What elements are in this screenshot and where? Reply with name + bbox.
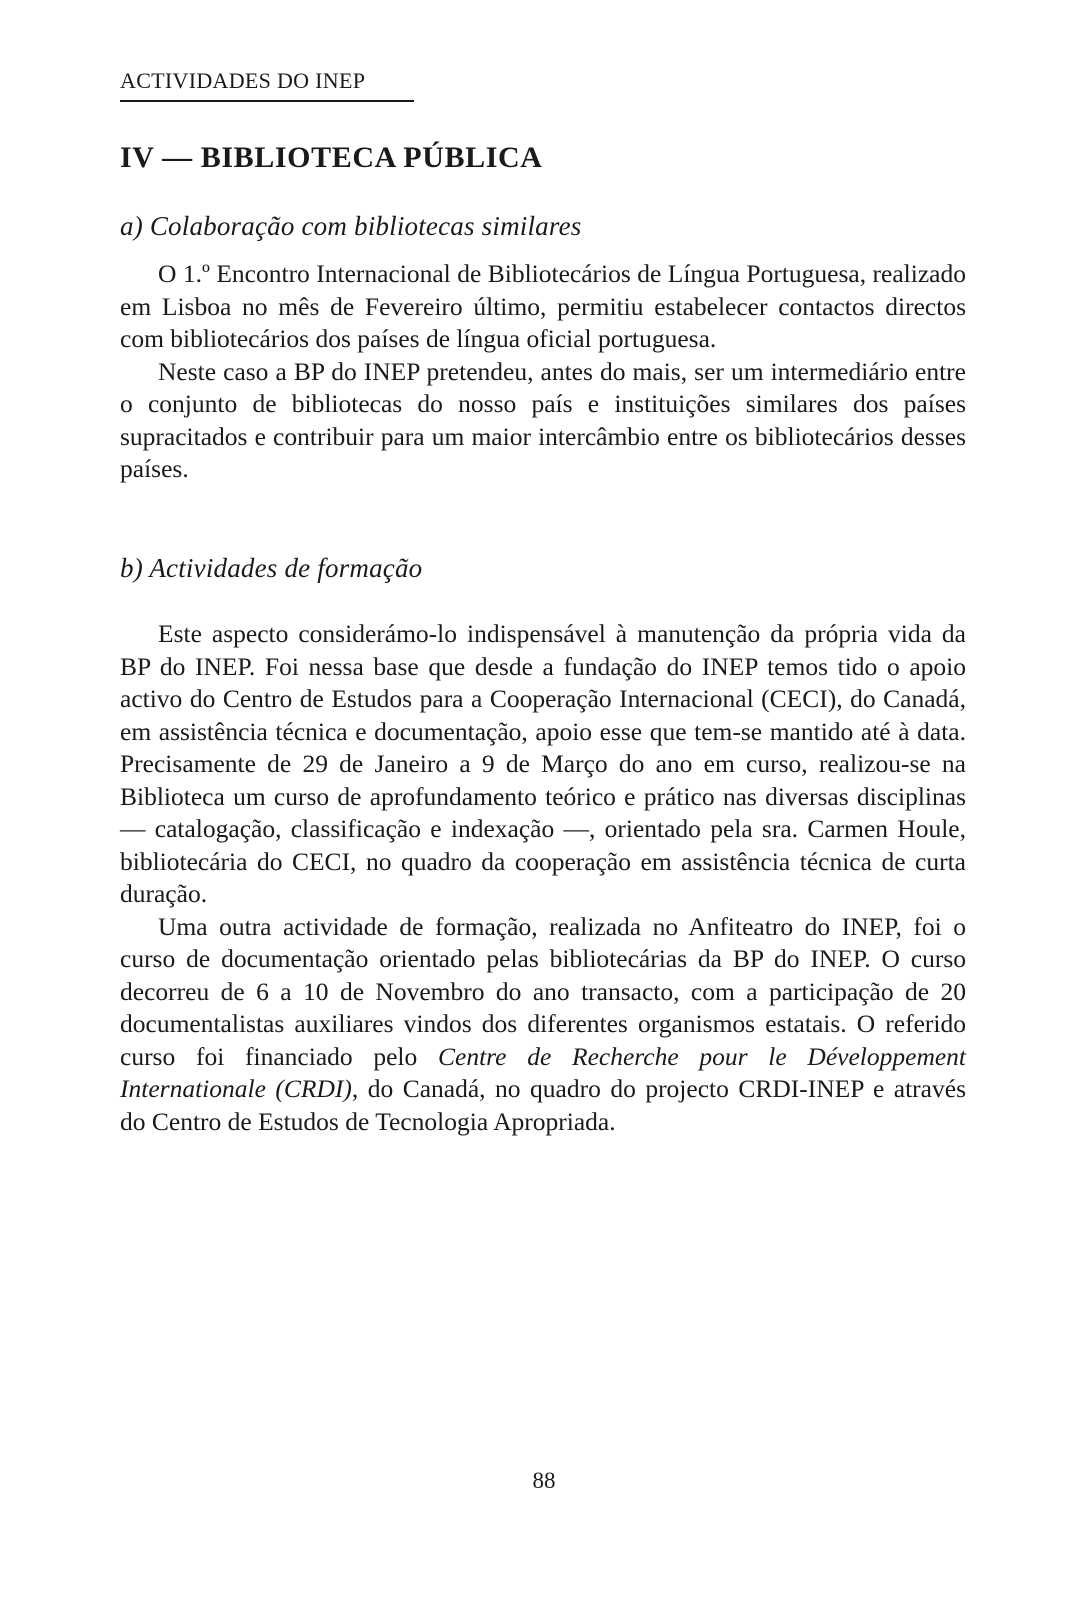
crdi-name: Centre de Recherche pour le Développement Internationale (CRDI)	[120, 1041, 967, 1103]
paragraph-2-start: Uma outra actividade de formação, realizada no Anfiteatro do INEP, foi o curso de documentação orientado pelas bibliotecárias da BP do INEP. O curso decorreu de 6 a 10 de Novembro do ano transacto, com a participação de 20 documentalistas auxiliares vindos dos diferentes organismos estatais. O referido curso foi financiado pelo	[120, 911, 966, 1071]
subsection-a-paragraph-2: Neste caso a BP do INEP pretendeu, antes do mais, ser um intermediário entre o conjunto de bibliotecas do nosso país e instituições similares dos países supracitados e contribuir para um maior intercâmbio entre os bibliotecários desses países.	[120, 356, 966, 483]
subsection-b-body	[120, 618, 966, 1138]
subsection-a-body	[120, 258, 966, 486]
running-head-rule	[120, 100, 414, 102]
subsection-b-paragraph-1: Este aspecto considerámo-lo indispensável à manutenção da própria vida da BP do INEP. Foi nessa base que desde a fundação do INEP temos tido o apoio activo do Centro de Estudos para a Cooperação Internacional (CECI), do Canadá, em assistência técnica e documentação, apoio esse que tem-se mantido até à data. Precisamente de 29 de Janeiro a 9 de Março do ano em curso, realizou-se na Biblioteca um curso de aprofundamento teórico e prático nas diversas disciplinas — catalogação, classificação e indexação —, orientado pela sra. Carmen Houle, bibliotecária do CECI, no quadro da cooperação em assistência técnica de curta duração.	[120, 619, 966, 908]
paragraph-2-end: , do Canadá, no quadro do projecto CRDI-INEP e através do Centro de Estudos de Tecnologia Apropriada.	[120, 1074, 966, 1136]
subsection-b-heading: b) Actividades de formação	[120, 553, 423, 583]
running-head: ACTIVIDADES DO INEP	[120, 68, 366, 93]
subsection-a-paragraph-1: O 1.º Encontro Internacional de Bibliotecários de Língua Portuguesa, realizado em Lisboa no mês de Fevereiro último, permitiu estabelecer contactos directos com bibliotecários dos países de língua oficial portuguesa.	[120, 259, 966, 353]
page-number: 88	[532, 1468, 556, 1493]
subsection-b-paragraph-2	[120, 911, 966, 1139]
section-title: IV — BIBLIOTECA PÚBLICA	[120, 141, 543, 174]
subsection-a-heading: a) Colaboração com bibliotecas similares	[120, 211, 582, 241]
